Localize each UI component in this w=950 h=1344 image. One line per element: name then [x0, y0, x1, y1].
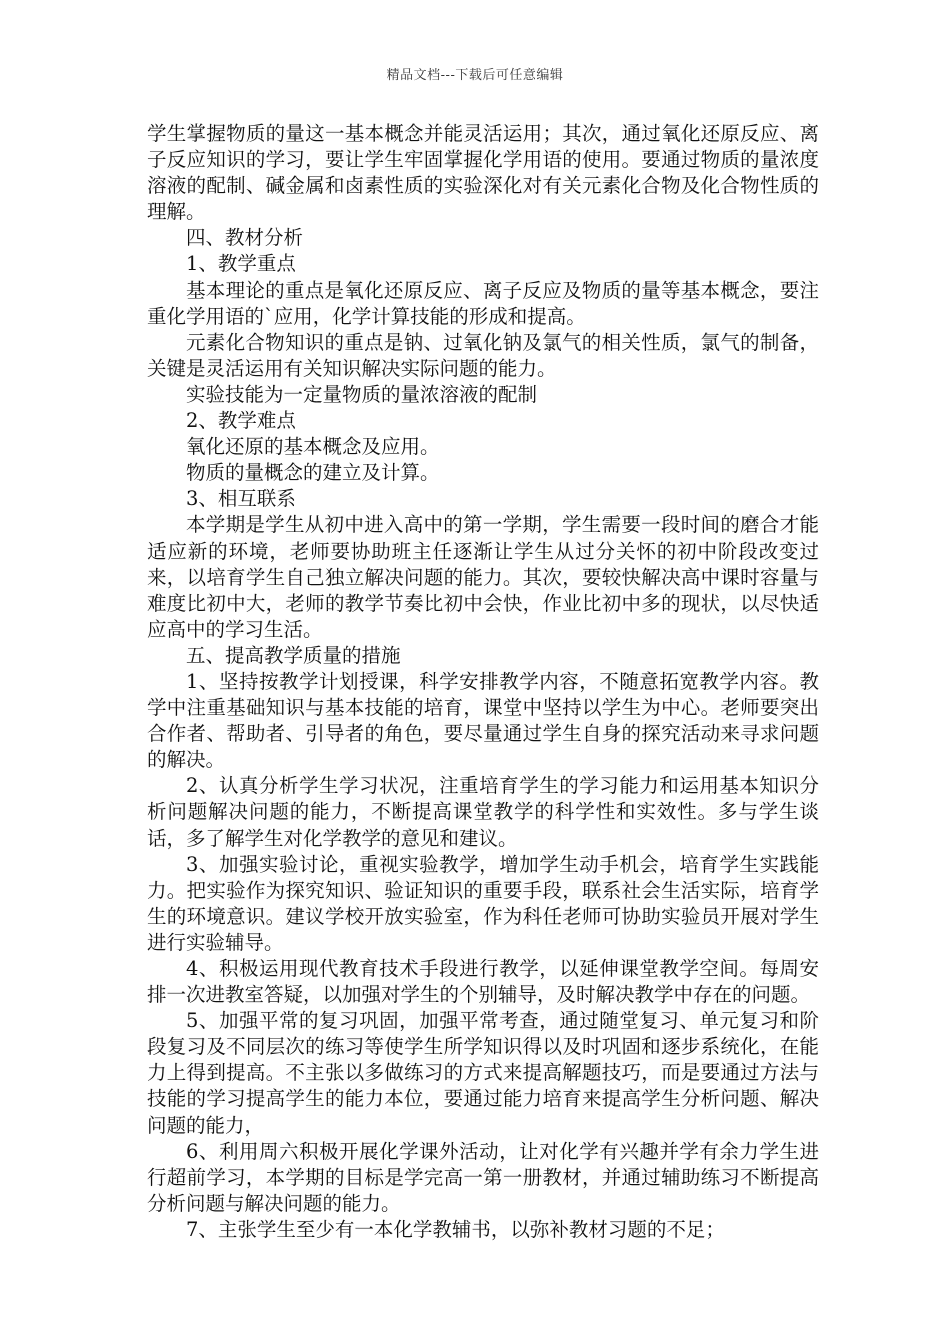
paragraph-measure-3: 3、加强实验讨论，重视实验教学，增加学生动手机会，培育学生实践能力。把实验作为探究知识、验证知识的重要手段，联系社会生活实际，培育学生的环境意识。建议学校开放实验室，作为科任老师可协助实验员开展对学生进行实验辅导。 — [147, 852, 819, 954]
paragraph-measure-2: 2、认真分析学生学习状况，注重培育学生的学习能力和运用基本知识分析问题解决问题的能力，不断提高课堂教学的科学性和实效性。多与学生谈话，多了解学生对化学教学的意见和建议。 — [147, 774, 819, 850]
paragraph-mole-difficulty: 物质的量概念的建立及计算。 — [186, 461, 440, 485]
page-header: 精品文档---下载后可任意编辑 — [386, 68, 564, 83]
paragraph-semester-transition: 本学期是学生从初中进入高中的第一学期，学生需要一段时间的磨合才能适应新的环境，老师要协助班主任逐渐让学生从过分关怀的初中阶段改变过来，以培育学生自己独立解决问题的能力。其次，要较快解决高中课时容量与难度比初中大，老师的教学节奏比初中会快，作业比初中多的现状，以尽快适应高中的学习生活。 — [147, 513, 819, 641]
section-heading-textbook-analysis: 四、教材分析 — [186, 226, 304, 250]
paragraph-element-compounds-focus: 元素化合物知识的重点是钠、过氧化钠及氯气的相关性质，氯气的制备，关键是灵活运用有关知识解决实际问题的能力。 — [147, 330, 819, 380]
paragraph-basic-theory-focus: 基本理论的重点是氧化还原反应、离子反应及物质的量等基本概念，要注重化学用语的`应用，化学计算技能的形成和提高。 — [147, 278, 819, 328]
subheading-teaching-focus: 1、教学重点 — [186, 252, 296, 276]
document-body — [147, 121, 819, 1243]
paragraph-redox-difficulty: 氧化还原的基本概念及应用。 — [186, 435, 440, 459]
paragraph-measure-7: 7、主张学生至少有一本化学教辅书，以弥补教材习题的不足； — [186, 1217, 725, 1241]
paragraph-continuation: 学生掌握物质的量这一基本概念并能灵活运用；其次，通过氧化还原反应、离子反应知识的学习，要让学生牢固掌握化学用语的使用。要通过物质的量浓度溶液的配制、碱金属和卤素性质的实验深化对有关元素化合物及化合物性质的理解。 — [147, 122, 819, 224]
paragraph-measure-4: 4、积极运用现代教育技术手段进行教学，以延伸课堂教学空间。每周安排一次进教室答疑，以加强对学生的个别辅导，及时解决教学中存在的问题。 — [147, 957, 819, 1007]
paragraph-measure-1: 1、坚持按教学计划授课，科学安排教学内容，不随意拓宽教学内容。教学中注重基础知识与基本技能的培育，课堂中坚持以学生为中心。老师要突出合作者、帮助者、引导者的角色，要尽量通过学生自身的探究活动来寻求问题的解决。 — [147, 669, 819, 772]
paragraph-measure-5: 5、加强平常的复习巩固，加强平常考查，通过随堂复习、单元复习和阶段复习及不同层次的练习等使学生所学知识得以及时巩固和逐步系统化，在能力上得到提高。不主张以多做练习的方式来提高解题技巧，而是要通过方法与技能的学习提高学生的能力本位，要通过能力培育来提高学生分析问题、解决问题的能力， — [147, 1009, 819, 1137]
paragraph-measure-6: 6、利用周六积极开展化学课外活动，让对化学有兴趣并学有余力学生进行超前学习，本学期的目标是学完高一第一册教材，并通过辅助练习不断提高分析问题与解决问题的能力。 — [147, 1139, 819, 1215]
subheading-teaching-difficulty: 2、教学难点 — [186, 409, 296, 433]
section-heading-quality-measures: 五、提高教学质量的措施 — [186, 643, 401, 667]
subheading-mutual-connection: 3、相互联系 — [186, 487, 296, 511]
paragraph-experiment-skill: 实验技能为一定量物质的量浓溶液的配制 — [186, 382, 538, 406]
